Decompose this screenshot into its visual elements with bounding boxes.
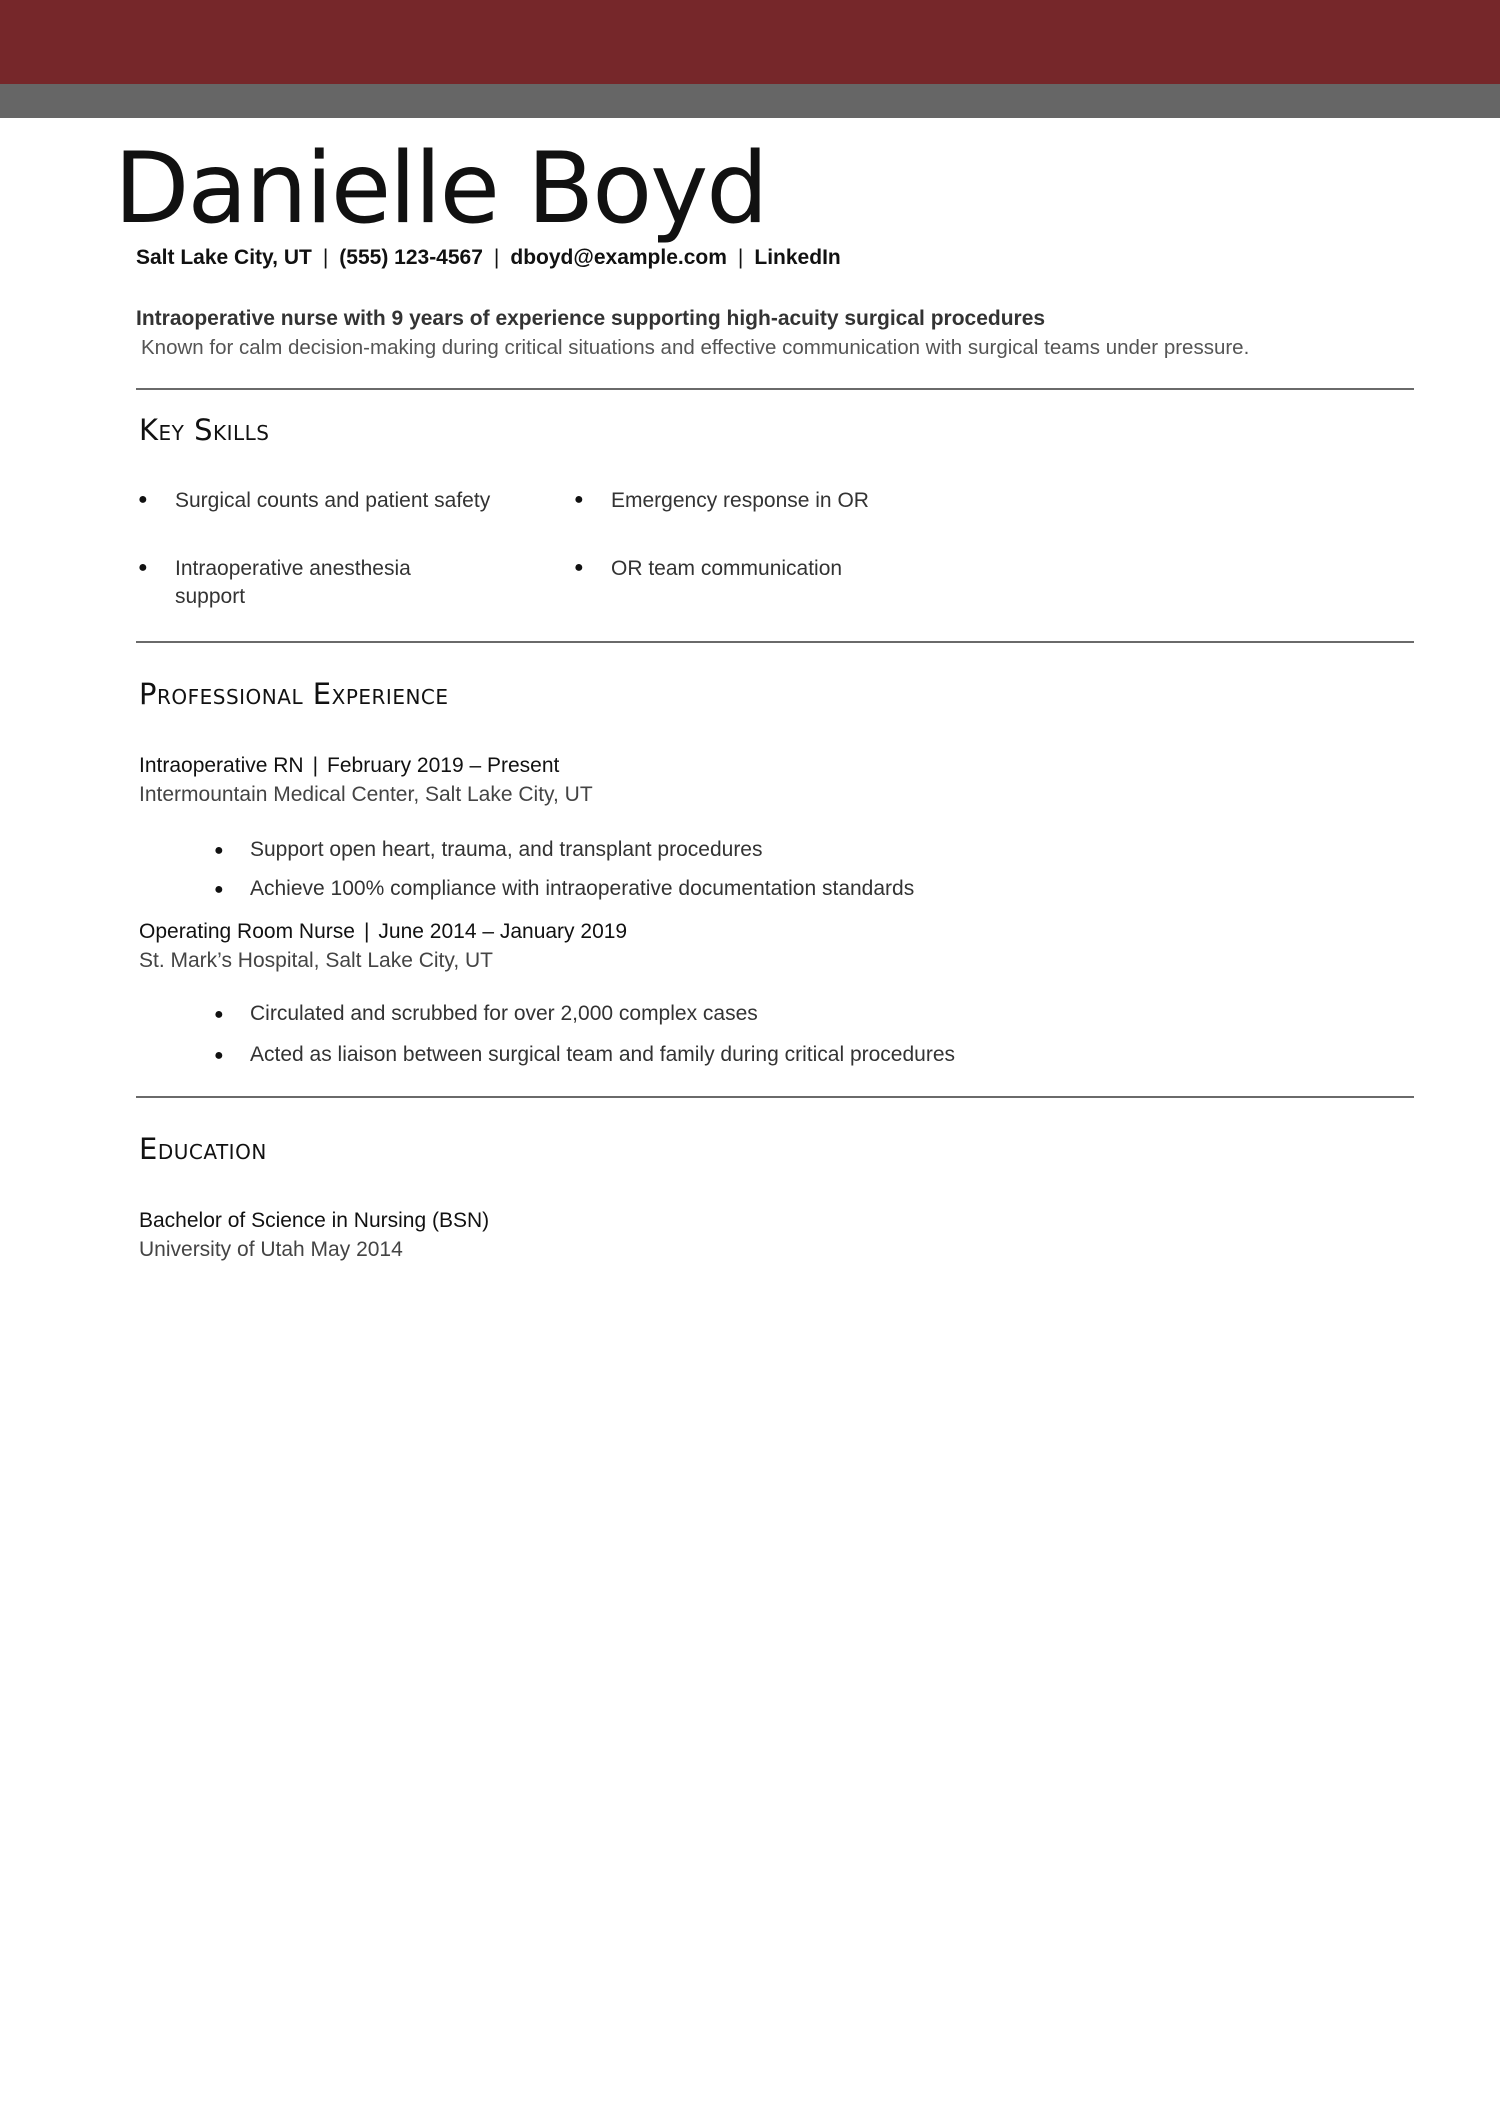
contact-line: [136, 246, 841, 270]
education-section-title: Education: [139, 1132, 267, 1166]
job-bullet: ●: [214, 1006, 224, 1023]
contact-location: Salt Lake City, UT: [136, 246, 312, 269]
job-title-line: [139, 754, 559, 778]
job-bullet: ●: [214, 842, 224, 859]
education-school: University of Utah May 2014: [139, 1238, 403, 1261]
job-bullet: ●: [214, 881, 224, 898]
contact-email: dboyd@example.com: [510, 246, 727, 269]
skill-item: OR team communication: [611, 557, 843, 580]
header-gray-band: [0, 84, 1500, 118]
job-achievement: Acted as liaison between surgical team and family during critical procedures: [250, 1043, 956, 1066]
job-separator: |: [363, 920, 370, 943]
job-achievement: Circulated and scrubbed for over 2,000 complex cases: [250, 1002, 758, 1025]
skill-bullet: ●: [138, 559, 148, 576]
section-divider: [136, 388, 1414, 390]
job-employer: Intermountain Medical Center, Salt Lake City, UT: [139, 783, 593, 806]
job-role: Intraoperative RN: [139, 754, 304, 777]
job-employer: St. Mark’s Hospital, Salt Lake City, UT: [139, 949, 493, 972]
section-divider: [136, 641, 1414, 643]
job-bullet: ●: [214, 1047, 224, 1064]
contact-linkedin: LinkedIn: [754, 246, 841, 269]
section-divider: [136, 1096, 1414, 1098]
skill-bullet: ●: [574, 491, 584, 508]
contact-phone: (555) 123-4567: [339, 246, 483, 269]
contact-separator: |: [737, 246, 744, 269]
job-dates: February 2019 – Present: [327, 754, 560, 777]
education-degree: Bachelor of Science in Nursing (BSN): [139, 1209, 490, 1232]
experience-section-title: Professional Experience: [139, 677, 449, 711]
skill-item: Intraoperative anesthesia support: [175, 557, 411, 608]
job-separator: |: [312, 754, 319, 777]
skill-item: Emergency response in OR: [611, 489, 869, 512]
candidate-name: Danielle Boyd: [114, 132, 767, 246]
job-achievement: Support open heart, trauma, and transplant procedures: [250, 838, 763, 861]
skill-item: Surgical counts and patient safety: [175, 489, 491, 512]
job-title-line: [139, 920, 627, 944]
header-accent-band: [0, 0, 1500, 84]
contact-separator: |: [322, 246, 329, 269]
skill-bullet: ●: [574, 559, 584, 576]
job-achievement: Achieve 100% compliance with intraoperative documentation standards: [250, 877, 915, 900]
profile-headline: Intraoperative nurse with 9 years of experience supporting high-acuity surgical procedures: [136, 307, 1046, 330]
skill-bullet: ●: [138, 491, 148, 508]
skills-section-title: Key Skills: [139, 413, 270, 447]
contact-separator: |: [493, 246, 500, 269]
job-dates: June 2014 – January 2019: [378, 920, 628, 943]
job-role: Operating Room Nurse: [139, 920, 355, 943]
profile-summary: Known for calm decision-making during critical situations and effective communication with surgical teams under pressure.: [141, 336, 1250, 359]
